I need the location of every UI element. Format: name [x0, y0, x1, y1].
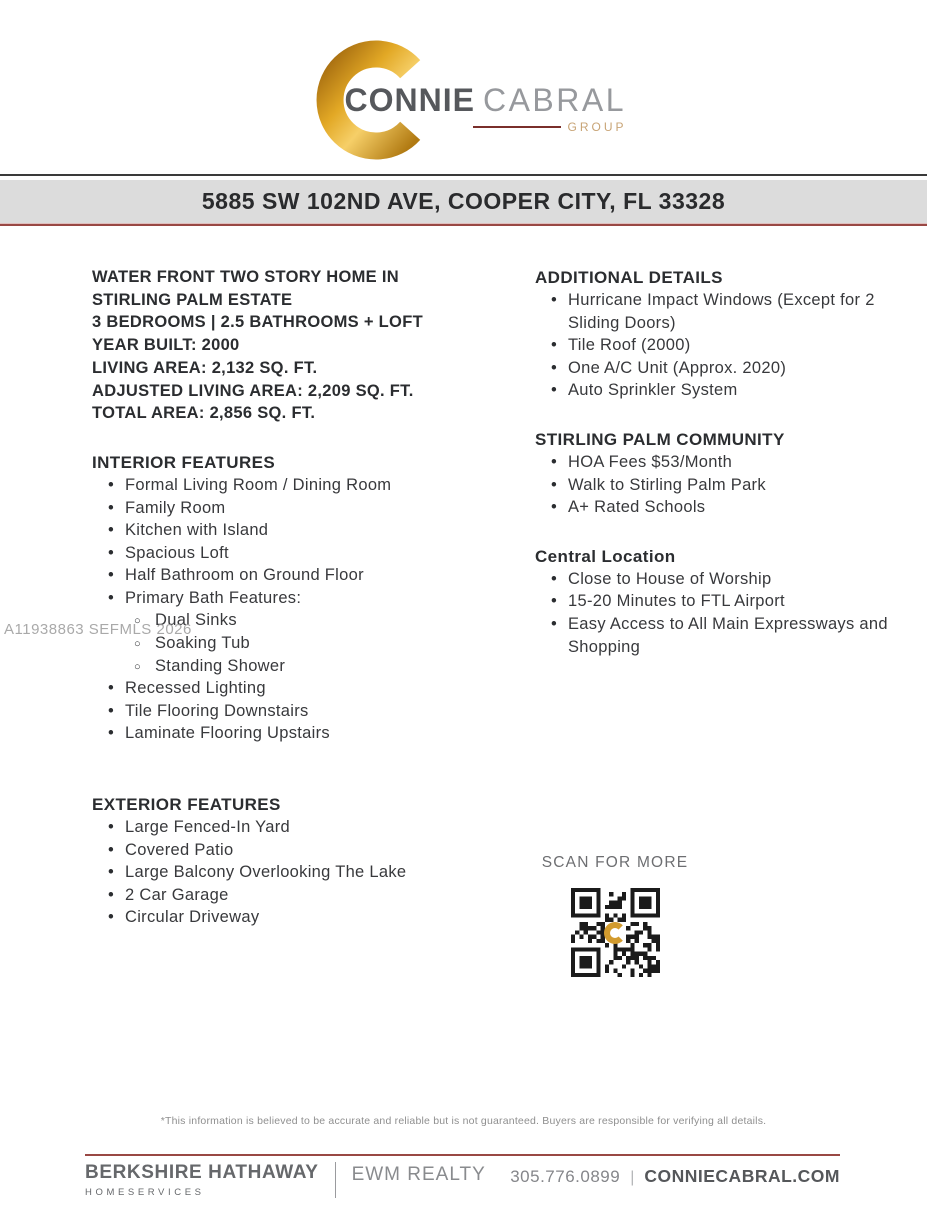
phone-number: 305.776.0899 — [510, 1167, 621, 1186]
interior-features-title: INTERIOR FEATURES — [92, 452, 276, 472]
content-area — [0, 266, 927, 929]
list-item: • Large Balcony Overlooking The Lake — [92, 861, 535, 884]
list-item: LIVING AREA: 2,132 SQ. FT. — [92, 358, 318, 377]
logo-name — [345, 82, 627, 119]
connie-cabral-logo — [299, 32, 629, 162]
mls-watermark: A11938863 SEFMLS 2026 — [4, 621, 192, 638]
list-item: 3 BEDROOMS | 2.5 BATHROOMS + LOFT — [92, 313, 423, 332]
left-column — [92, 266, 535, 929]
list-item: • Hurricane Impact Windows (Except for 2 Sliding Doors) — [535, 289, 907, 334]
list-item: • Covered Patio — [92, 839, 535, 862]
disclaimer-text: *This information is believed to be accurate and reliable but is not guaranteed. Buyers are responsible for verifying all details. — [160, 1115, 767, 1127]
ewm-realty-label: EWM REALTY — [351, 1164, 486, 1185]
sub-list-item: ○ Soaking Tub — [125, 632, 535, 655]
brokerage-brand — [85, 1162, 486, 1198]
property-summary-list — [92, 266, 535, 425]
logo-group-line — [473, 126, 561, 128]
central-location-title: Central Location — [535, 546, 676, 566]
list-item: • Half Bathroom on Ground Floor — [92, 564, 535, 587]
list-item: WATER FRONT TWO STORY HOME IN — [92, 268, 399, 286]
list-item: • Auto Sprinkler System — [535, 379, 907, 402]
list-item: STIRLING PALM ESTATE — [92, 290, 293, 309]
scan-for-more-label: SCAN FOR MORE — [541, 854, 689, 871]
footer — [85, 1162, 840, 1198]
list-item: • Tile Flooring Downstairs — [92, 700, 535, 723]
right-column — [535, 266, 907, 929]
list-item: ADJUSTED LIVING AREA: 2,209 SQ. FT. — [92, 381, 414, 400]
list-item: • HOA Fees $53/Month — [535, 451, 907, 474]
list-item: • Laminate Flooring Upstairs — [92, 722, 535, 745]
contact-separator: | — [630, 1169, 635, 1186]
list-item: • A+ Rated Schools — [535, 496, 907, 519]
qr-center-gold-c-icon — [604, 922, 626, 944]
sub-list-item: ○ Standing Shower — [125, 655, 535, 678]
list-item: • 2 Car Garage — [92, 884, 535, 907]
scan-block — [527, 854, 703, 977]
additional-details-list — [535, 289, 907, 402]
brand-sub-label: HOMESERVICES — [85, 1187, 205, 1198]
list-item: • Kitchen with Island — [92, 519, 535, 542]
property-address: 5885 SW 102ND AVE, COOPER CITY, FL 33328 — [201, 188, 726, 214]
list-item: • Primary Bath Features: ○ Dual Sinks ○ Soaking Tub ○ Standing Shower — [92, 587, 535, 677]
list-item: YEAR BUILT: 2000 — [92, 336, 240, 355]
berkshire-hathaway-wordmark — [85, 1162, 319, 1198]
list-item: • Close to House of Worship — [535, 568, 907, 591]
list-item: • Recessed Lighting — [92, 677, 535, 700]
website-url: CONNIECABRAL.COM — [644, 1166, 840, 1186]
list-item: • Family Room — [92, 497, 535, 520]
list-item: • Tile Roof (2000) — [535, 334, 907, 357]
logo-last-name: CABRAL — [482, 82, 626, 118]
list-item: TOTAL AREA: 2,856 SQ. FT. — [92, 404, 316, 423]
list-item: • Walk to Stirling Palm Park — [535, 474, 907, 497]
list-item: • 15-20 Minutes to FTL Airport — [535, 590, 907, 613]
central-location-list — [535, 568, 907, 658]
brand-primary-label: BERKSHIRE HATHAWAY — [85, 1162, 319, 1183]
list-item: • Formal Living Room / Dining Room — [92, 474, 535, 497]
community-list — [535, 451, 907, 519]
exterior-features-list — [92, 816, 535, 929]
qr-code — [571, 888, 660, 977]
list-item: • One A/C Unit (Approx. 2020) — [535, 357, 907, 380]
community-title: STIRLING PALM COMMUNITY — [535, 429, 785, 449]
list-item: • Large Fenced-In Yard — [92, 816, 535, 839]
list-item: • Easy Access to All Main Expressways and Shopping — [535, 613, 907, 658]
brand-divider — [335, 1162, 336, 1198]
additional-details-title: ADDITIONAL DETAILS — [535, 268, 723, 287]
interior-features-list — [92, 474, 535, 745]
sub-list-item: ○ Dual Sinks — [125, 609, 535, 632]
footer-rule — [85, 1154, 840, 1156]
exterior-features-title: EXTERIOR FEATURES — [92, 795, 281, 815]
logo-group-row — [473, 120, 626, 134]
contact-info — [510, 1166, 840, 1187]
logo-first-name: CONNIE — [344, 82, 475, 118]
address-banner — [0, 180, 927, 224]
list-item: • Spacious Loft — [92, 542, 535, 565]
exterior-block — [92, 793, 535, 929]
banner-top-rule — [0, 174, 927, 176]
list-item: • Circular Driveway — [92, 906, 535, 929]
logo-group-label: GROUP — [567, 120, 627, 134]
header — [0, 32, 927, 162]
sub-list — [125, 609, 535, 677]
